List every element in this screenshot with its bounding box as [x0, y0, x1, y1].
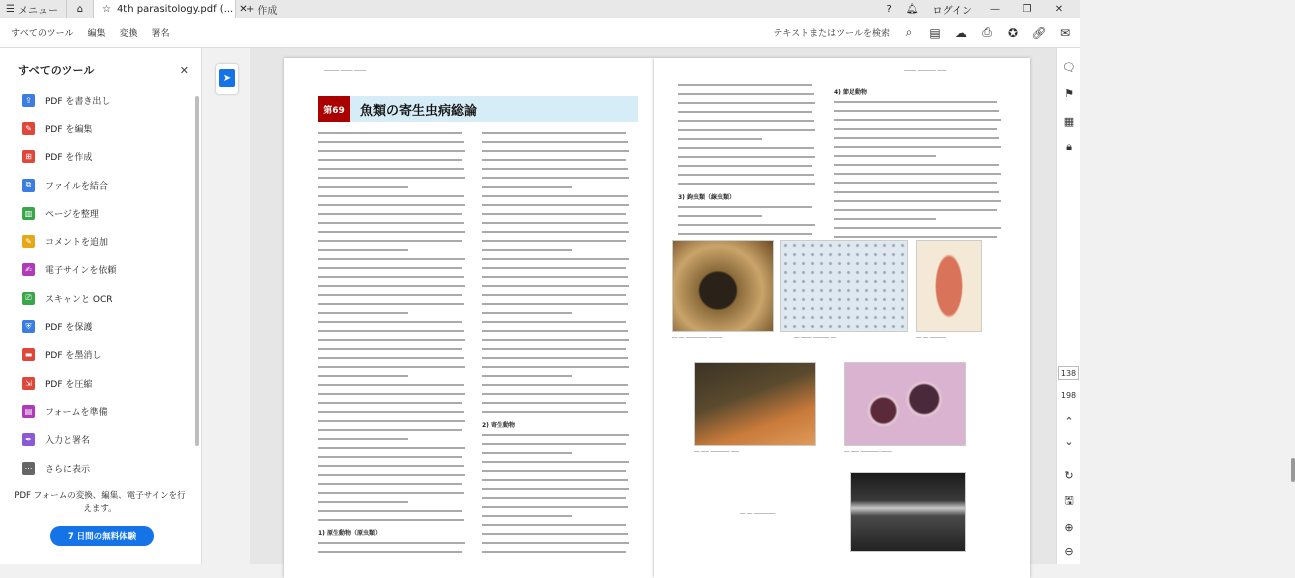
text-line — [834, 119, 1001, 121]
text-line — [482, 231, 629, 233]
ai-assistant-icon[interactable]: ✪ — [1007, 25, 1019, 40]
text-line — [482, 312, 572, 314]
tool-label: PDF を編集 — [45, 124, 93, 135]
tool-item[interactable] — [22, 86, 201, 114]
text-line — [318, 402, 462, 404]
text-line — [834, 173, 1001, 175]
text-line — [318, 249, 408, 251]
login-button[interactable]: ログイン — [932, 5, 972, 17]
right-rail — [1056, 48, 1080, 564]
text-line — [318, 551, 462, 553]
text-line — [318, 177, 465, 179]
close-tab-icon[interactable]: ✕ — [239, 3, 248, 15]
close-panel-icon[interactable]: ✕ — [179, 63, 189, 77]
text-line — [318, 429, 462, 431]
text-line — [482, 204, 629, 206]
photo-cyst — [672, 240, 774, 332]
text-line — [834, 128, 997, 130]
bookmark-icon[interactable]: ⚑ — [1064, 86, 1074, 100]
nav-edit[interactable]: 編集 — [87, 29, 106, 39]
text-line — [482, 384, 628, 386]
text-line — [834, 227, 1001, 229]
text-line — [318, 474, 465, 476]
text-line — [318, 519, 464, 521]
promo-text: PDF フォームの変換、編集、電子サインを行えます。 — [14, 491, 186, 514]
text-line — [482, 150, 629, 152]
text-line — [318, 456, 462, 458]
all-tools-panel — [0, 48, 202, 564]
tool-icon: ▥ — [22, 207, 35, 220]
text-line — [678, 174, 814, 176]
tool-icon: ✍ — [22, 263, 35, 276]
photo-microscopy — [780, 240, 908, 332]
tool-label: PDF を書き出し — [45, 96, 111, 107]
text-line — [482, 443, 626, 445]
tool-item[interactable] — [22, 341, 201, 369]
text-line — [482, 339, 629, 341]
view-icon[interactable]: ▤ — [929, 25, 941, 40]
caption: ── ─── ─────── ──── — [844, 450, 892, 455]
tab-title: 4th parasitology.pdf (... — [116, 3, 234, 15]
nav-all-tools[interactable]: すべてのツール — [11, 29, 74, 39]
text-line — [834, 155, 936, 157]
tool-item[interactable] — [22, 143, 201, 171]
text-line — [482, 168, 628, 170]
refresh-icon[interactable]: ↻ — [1064, 468, 1074, 482]
text-line — [482, 294, 626, 296]
text-line — [318, 393, 465, 395]
tool-strip — [202, 48, 250, 564]
text-line — [678, 138, 762, 140]
pdf-page-right — [654, 58, 1030, 578]
document-scrollbar[interactable] — [1291, 458, 1295, 482]
text-line — [318, 321, 462, 323]
text-line — [678, 93, 814, 95]
text-line — [318, 447, 465, 449]
text-line — [482, 461, 629, 463]
text-line — [482, 402, 626, 404]
text-column — [482, 132, 632, 560]
text-line — [482, 141, 628, 143]
text-line — [482, 542, 629, 544]
help-icon[interactable]: ? — [886, 3, 892, 15]
running-header: ──── ────── ─── — [904, 68, 947, 74]
text-line — [678, 165, 812, 167]
text-line — [678, 147, 814, 149]
photo-fish-lesion — [694, 362, 816, 446]
text-line — [482, 195, 628, 197]
text-line — [678, 215, 762, 217]
caption: ── ─── ─────── ─── — [694, 450, 739, 455]
total-pages: 198 — [1058, 388, 1079, 402]
text-line — [318, 438, 408, 440]
zoom-out-icon[interactable]: ⊖ — [1064, 544, 1074, 558]
tool-list — [0, 86, 201, 482]
text-line — [318, 195, 464, 197]
chapter-number: 第69 — [318, 96, 350, 122]
tool-icon: ▤ — [22, 405, 35, 418]
pdf-page-left — [284, 58, 654, 578]
text-line — [318, 276, 464, 278]
close-window-icon[interactable]: ✕ — [1054, 3, 1064, 15]
hamburger-icon: ☰ — [6, 3, 15, 15]
tool-icon: ⧉ — [22, 179, 35, 192]
text-line — [318, 348, 462, 350]
link-icon[interactable]: 🔗︎ — [1031, 25, 1047, 40]
text-line — [482, 488, 629, 490]
text-line — [318, 465, 464, 467]
text-line — [678, 156, 815, 158]
caption: ── ── ──────── — [740, 512, 776, 517]
tool-icon: ⊞ — [22, 150, 35, 163]
text-line — [318, 366, 465, 368]
text-line — [318, 213, 462, 215]
lock-icon[interactable]: 🔒︎ — [1066, 140, 1072, 153]
text-line — [482, 267, 626, 269]
text-line — [482, 452, 572, 454]
text-line — [834, 164, 999, 166]
text-line — [318, 267, 462, 269]
section-heading: 4) 節足動物 — [834, 89, 868, 96]
text-line — [482, 159, 626, 161]
text-line — [482, 186, 572, 188]
tool-label: PDF を作成 — [45, 153, 93, 164]
text-line — [482, 177, 629, 179]
title-bar — [0, 0, 1080, 18]
text-line — [318, 294, 462, 296]
bell-icon[interactable]: 🔔︎ — [905, 3, 919, 15]
text-line — [834, 182, 997, 184]
tool-item[interactable] — [22, 312, 201, 340]
text-line — [482, 366, 629, 368]
text-line — [834, 236, 997, 238]
new-tab-button[interactable]: + 作成 — [245, 3, 278, 17]
text-line — [482, 479, 628, 481]
tool-label: PDF を墨消し — [45, 351, 102, 362]
tool-label: ファイルを結合 — [45, 181, 108, 192]
text-line — [482, 411, 628, 413]
text-line — [834, 218, 936, 220]
caption: ── ── ────── — [916, 336, 946, 341]
upload-cloud-icon[interactable]: ☁ — [955, 25, 967, 40]
text-line — [318, 411, 464, 413]
tool-icon: ⎚ — [22, 292, 35, 305]
text-line — [834, 146, 1001, 148]
nav-convert[interactable]: 変換 — [119, 29, 138, 39]
tool-item[interactable] — [22, 426, 201, 454]
text-line — [482, 434, 629, 436]
tool-label: 入力と署名 — [45, 436, 91, 447]
text-line — [482, 249, 572, 251]
text-line — [482, 515, 572, 517]
tool-icon: ✎ — [22, 122, 35, 135]
minimize-icon[interactable]: — — [990, 3, 1000, 15]
text-line — [318, 258, 465, 260]
text-line — [318, 375, 408, 377]
text-line — [318, 159, 462, 161]
text-line — [318, 492, 464, 494]
text-line — [318, 141, 464, 143]
text-line — [318, 231, 465, 233]
text-line — [318, 510, 462, 512]
thumbnails-icon[interactable]: ▦ — [1063, 114, 1075, 128]
text-line — [834, 200, 1001, 202]
text-line — [482, 330, 628, 332]
tool-label: ページを整理 — [45, 209, 99, 220]
tool-item[interactable] — [22, 199, 201, 227]
panel-scrollbar[interactable] — [195, 96, 199, 446]
text-line — [318, 150, 465, 152]
tool-item[interactable] — [22, 454, 201, 482]
text-line — [678, 206, 812, 208]
tool-icon: ▬ — [22, 348, 35, 361]
text-line — [482, 551, 626, 553]
document-view[interactable] — [250, 48, 1056, 564]
tool-item[interactable] — [22, 397, 201, 425]
tool-label: PDF を保護 — [45, 323, 93, 334]
tool-item[interactable] — [22, 369, 201, 397]
tool-label: 電子サインを依頼 — [45, 266, 117, 277]
chapter-title: 魚類の寄生虫病総論 — [360, 103, 478, 119]
mail-icon[interactable]: ✉ — [1059, 25, 1071, 40]
star-icon[interactable]: ☆ — [101, 3, 111, 15]
save-icon[interactable]: 🖫︎ — [1064, 493, 1074, 507]
home-button[interactable] — [66, 0, 94, 18]
text-line — [482, 524, 626, 526]
main-toolbar — [0, 18, 1080, 48]
text-line — [834, 137, 999, 139]
text-line — [482, 393, 629, 395]
photo-fish-gill — [850, 472, 966, 552]
text-line — [318, 330, 464, 332]
text-line — [678, 111, 812, 113]
page-down-icon[interactable]: ⌄ — [1064, 434, 1074, 448]
tool-icon: ⇲ — [22, 377, 35, 390]
text-line — [482, 321, 626, 323]
text-line — [318, 542, 465, 544]
text-line — [678, 102, 815, 104]
search-tools-label[interactable]: テキストまたはツールを検索 — [773, 29, 890, 39]
text-line — [318, 312, 408, 314]
text-line — [678, 233, 812, 235]
nav-sign[interactable]: 署名 — [151, 29, 170, 39]
text-line — [482, 357, 628, 359]
text-line — [678, 84, 812, 86]
text-line — [318, 303, 464, 305]
text-line — [678, 129, 815, 131]
text-line — [318, 132, 462, 134]
text-line — [482, 533, 628, 535]
text-line — [318, 384, 464, 386]
tool-item[interactable] — [22, 284, 201, 312]
text-line — [318, 357, 464, 359]
select-tool[interactable] — [216, 64, 238, 94]
text-column — [834, 84, 1004, 245]
text-line — [834, 191, 999, 193]
photo-eggs — [844, 362, 966, 446]
section-heading: 2) 寄生動物 — [482, 422, 516, 429]
text-line — [482, 506, 628, 508]
tool-label: さらに表示 — [45, 464, 91, 475]
text-line — [482, 258, 629, 260]
text-line — [482, 375, 572, 377]
text-line — [318, 420, 465, 422]
photo-parasite — [916, 240, 982, 332]
text-line — [318, 501, 408, 503]
panel-title: すべてのツール — [18, 64, 95, 77]
text-line — [318, 483, 462, 485]
tool-item[interactable] — [22, 227, 201, 255]
text-line — [318, 204, 465, 206]
text-line — [834, 209, 997, 211]
comment-icon[interactable]: 🗨︎ — [1062, 60, 1076, 74]
text-line — [482, 240, 626, 242]
text-column — [678, 84, 818, 242]
text-line — [834, 101, 997, 103]
tool-icon: ⋯ — [22, 462, 35, 475]
text-line — [678, 120, 814, 122]
current-page[interactable]: 138 — [1058, 366, 1079, 380]
text-line — [482, 213, 626, 215]
tool-icon: ⛨ — [22, 320, 35, 333]
cursor-icon: ➤ — [219, 69, 235, 87]
page-up-icon[interactable]: ⌃ — [1064, 414, 1074, 428]
text-line — [318, 240, 462, 242]
text-line — [482, 470, 626, 472]
tool-icon: ⇪ — [22, 94, 35, 107]
chapter-header — [318, 96, 638, 122]
text-line — [318, 285, 465, 287]
document-tab[interactable] — [94, 0, 248, 18]
tool-icon: ✎ — [22, 235, 35, 248]
tool-item[interactable] — [22, 114, 201, 142]
zoom-in-icon[interactable]: ⊕ — [1064, 520, 1074, 534]
text-line — [482, 285, 629, 287]
home-icon: ⌂ — [76, 3, 84, 15]
tool-label: PDF を圧縮 — [45, 379, 93, 390]
menu-button[interactable]: ☰ メニュー — [6, 3, 58, 17]
text-column — [318, 132, 468, 560]
text-line — [834, 110, 999, 112]
text-line — [482, 497, 626, 499]
section-heading: 3) 鉤虫類（線虫類） — [678, 194, 736, 201]
tool-label: スキャンと OCR — [45, 294, 113, 305]
caption: ── ──── ────── ── — [794, 336, 837, 341]
tool-item[interactable] — [22, 171, 201, 199]
caption: ── ── ──────── ───── — [672, 336, 723, 341]
tool-item[interactable] — [22, 256, 201, 284]
print-icon[interactable]: ⎙ — [982, 25, 992, 39]
text-line — [482, 303, 628, 305]
text-line — [318, 339, 465, 341]
text-line — [318, 186, 408, 188]
text-line — [482, 132, 626, 134]
tool-label: コメントを追加 — [45, 238, 109, 249]
search-icon[interactable]: ⌕ — [905, 25, 913, 39]
text-line — [482, 348, 626, 350]
text-line — [318, 222, 464, 224]
text-line — [678, 183, 815, 185]
text-line — [482, 222, 628, 224]
text-line — [482, 276, 628, 278]
section-heading: 1) 原生動物（原虫類） — [318, 530, 382, 537]
free-trial-button[interactable]: 7 日間の無料体験 — [50, 526, 154, 546]
plus-icon: + — [245, 3, 255, 15]
text-line — [678, 224, 815, 226]
running-header: ───── ──── ──── — [324, 68, 367, 74]
text-line — [318, 168, 464, 170]
tool-label: フォームを準備 — [45, 407, 108, 418]
maximize-icon[interactable]: ❐ — [1022, 3, 1032, 15]
tool-icon: ✒ — [22, 433, 35, 446]
